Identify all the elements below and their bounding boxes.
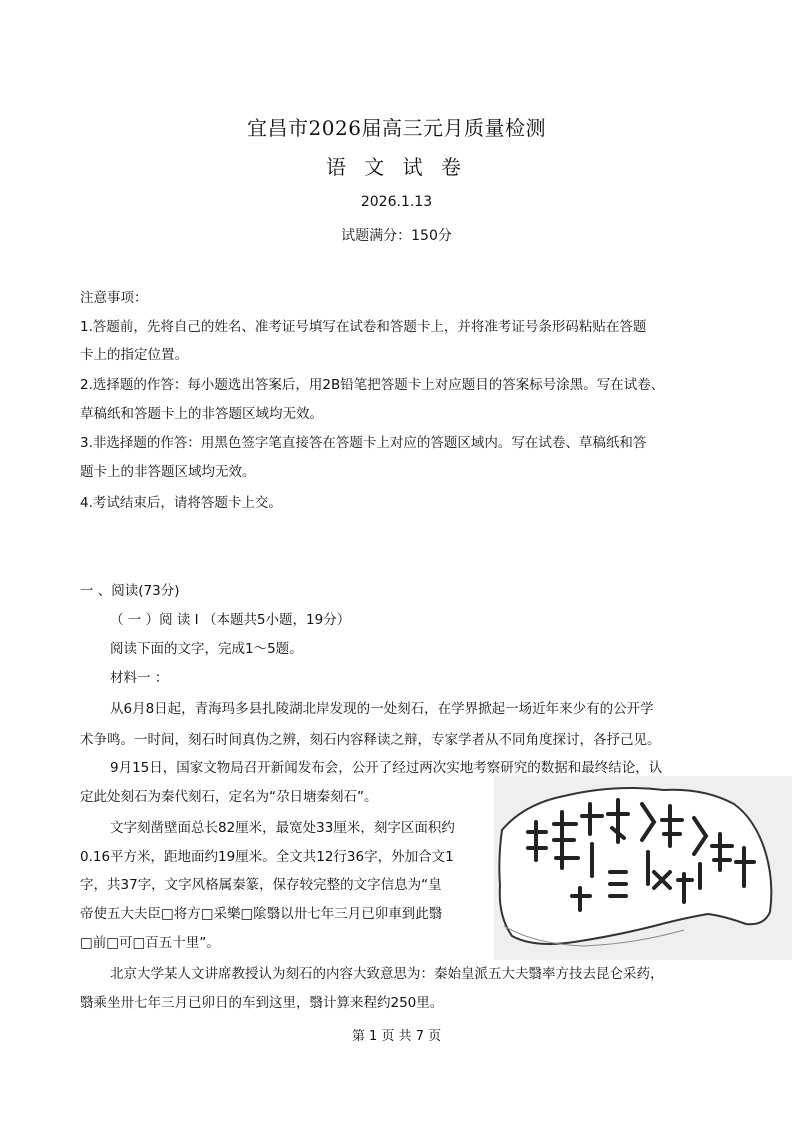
exam-date: 2026.1.13 <box>360 194 433 210</box>
body-line: 字，共37字，文字风格属秦篆，保存较完整的文字信息为“皇 <box>80 877 442 893</box>
material-label: 材料一 ： <box>110 670 169 686</box>
page-footer: 第 1 页 共 7 页 <box>351 1029 442 1044</box>
body-line: 翳乘坐卅七年三月已卯日的车到这里，翳计算来程约250里。 <box>80 995 444 1011</box>
notice-line: 2.选择题的作答：每小题选出答案后，用2B铅笔把答题卡上对应题目的答案标号涂黑。写在试卷、 <box>80 377 665 393</box>
body-line: 从6月8日起，青海玛多县扎陵湖北岸发现的一处刻石，在学界掀起一场近年来少有的公开学 <box>110 701 654 717</box>
section-sub-heading: （ 一 ）阅 读 I （本题共5小题，19分） <box>110 612 351 628</box>
exam-subtitle: 语 文 试 卷 <box>325 155 468 179</box>
notice-line: 卡上的指定位置。 <box>80 347 188 363</box>
notice-line: 题卡上的非答题区域均无效。 <box>80 464 256 480</box>
exam-score: 试题满分：150分 <box>341 228 452 244</box>
body-line: 0.16平方米，距地面约19厘米。全文共12行36字，外加合文1 <box>80 849 454 865</box>
body-line: 9月15日，国家文物局召开新闻发布会，公开了经过两次实地考察研究的数据和最终结论，认 <box>110 760 663 776</box>
body-line: 北京大学某人文讲席教授认为刻石的内容大致意思为：秦始皇派五大夫翳率方技去昆仑采药， <box>110 966 664 982</box>
notice-line: 草稿纸和答题卡上的非答题区域均无效。 <box>80 406 323 422</box>
stone-inscription-image <box>494 776 792 960</box>
section-heading: 一 、阅读(73分) <box>80 583 180 599</box>
notice-line: 1.答题前，先将自己的姓名、准考证号填写在试卷和答题卡上，并将准考证号条形码粘贴在答题 <box>80 319 647 335</box>
body-line: 文字刻凿壁面总长82厘米，最宽处33厘米，刻字区面积约 <box>110 820 455 836</box>
notice-heading: 注意事项： <box>80 290 148 306</box>
body-line: □前□可□百五十里”。 <box>80 935 220 951</box>
body-line: 帝使五大夫臣□将方□采樂□隂翳以卅七年三月已卯車到此翳 <box>80 906 443 922</box>
body-line: 术争鸣。一时间，刻石时间真伪之辨，刻石内容释读之辩，专家学者从不同角度探讨，各抒己见。 <box>80 732 661 748</box>
inscription-rubbing <box>494 776 792 960</box>
exam-title: 宜昌市2026届高三元月质量检测 <box>247 116 546 140</box>
notice-line: 4.考试结束后，请将答题卡上交。 <box>80 495 282 511</box>
body-line: 定此处刻石为秦代刻石，定名为“尕日塘秦刻石”。 <box>80 789 378 805</box>
section-instruction: 阅读下面的文字，完成1～5题。 <box>110 641 303 657</box>
notice-line: 3.非选择题的作答：用黑色签字笔直接答在答题卡上对应的答题区域内。写在试卷、草稿纸和答 <box>80 435 647 451</box>
